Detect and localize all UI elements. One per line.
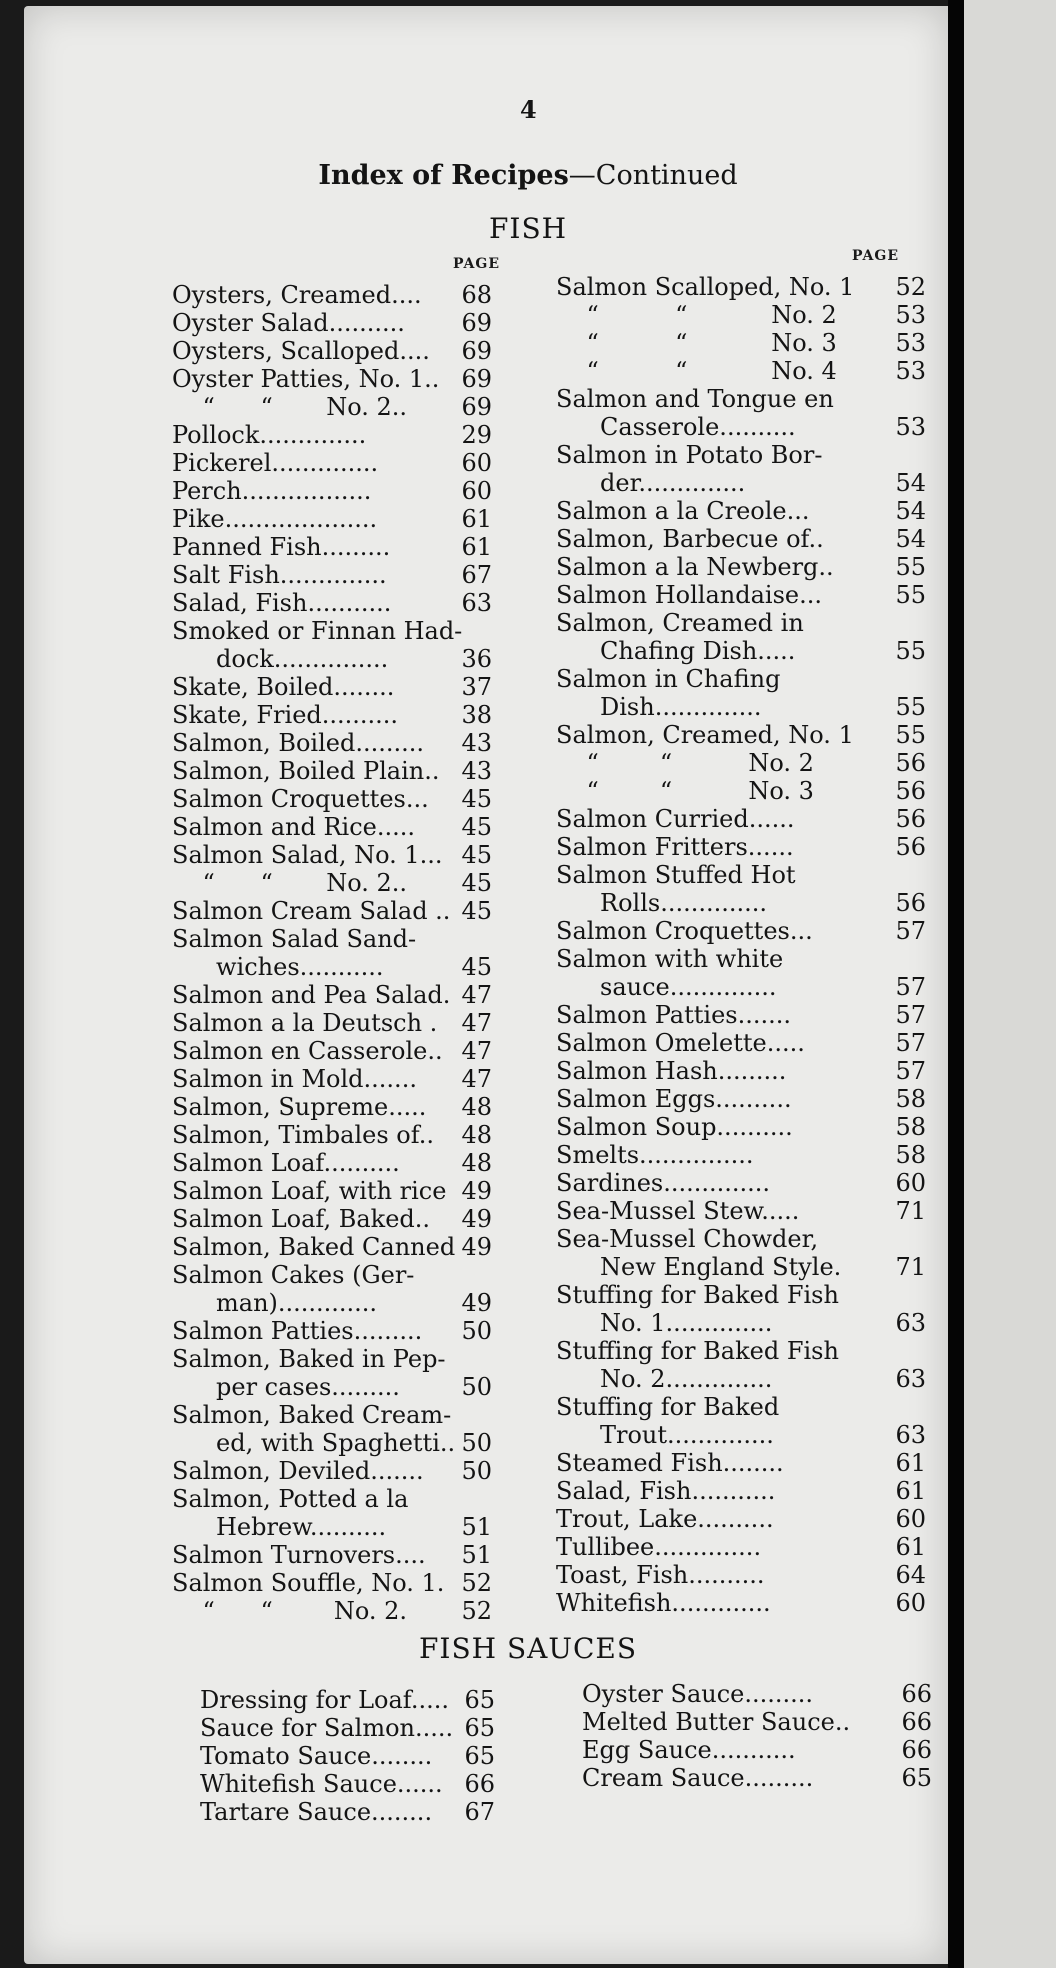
entry-title: Oysters, Scalloped....: [172, 337, 430, 365]
entry-page-number: 43: [461, 729, 492, 757]
entry-page-number: 48: [461, 1149, 492, 1177]
entry-title: Salad, Fish...........: [172, 589, 392, 617]
entry-title: “ “ No. 4: [556, 357, 837, 385]
entry-page-number: 47: [461, 981, 492, 1009]
index-entry: [172, 449, 492, 477]
index-entry: [556, 1533, 926, 1561]
entry-title: Salmon Curried......: [556, 805, 795, 833]
entry-page-number: 45: [461, 785, 492, 813]
entry-page-number: 51: [461, 1513, 492, 1541]
entry-page-number: 51: [461, 1541, 492, 1569]
entry-title: Tartare Sauce........: [200, 1798, 433, 1826]
entry-page-number: 60: [461, 449, 492, 477]
entry-page-number: 60: [895, 1505, 926, 1533]
entry-title: Salmon Hollandaise...: [556, 581, 822, 609]
entry-page-number: 56: [895, 805, 926, 833]
entry-page-number: 45: [461, 897, 492, 925]
index-entry: [172, 925, 492, 981]
entry-title-continuation: Rolls..............: [600, 889, 767, 917]
entry-title: Salmon, Creamed, No. 1: [556, 721, 854, 749]
index-entry: [172, 813, 492, 841]
entry-title: Salmon Cream Salad ..: [172, 897, 451, 925]
entry-page-number: 56: [895, 889, 926, 917]
entry-title-continuation: dock...............: [216, 645, 389, 673]
entry-page-number: 53: [895, 329, 926, 357]
entry-page-number: 60: [895, 1589, 926, 1617]
entry-title-continuation: Trout..............: [600, 1421, 774, 1449]
index-entry: [556, 1057, 926, 1085]
entry-page-number: 45: [461, 869, 492, 897]
index-entry: [172, 1177, 492, 1205]
index-entry: [582, 1680, 932, 1708]
index-entry: [172, 1149, 492, 1177]
entry-title: Dressing for Loaf.....: [200, 1686, 449, 1714]
entry-page-number: 63: [461, 589, 492, 617]
index-entry: [172, 1485, 492, 1541]
entry-title: Smelts...............: [556, 1141, 754, 1169]
entry-page-number: 45: [461, 841, 492, 869]
index-entry: [556, 581, 926, 609]
entry-title: Salmon, Supreme.....: [172, 1093, 427, 1121]
entry-page-number: 58: [895, 1141, 926, 1169]
index-entry: [556, 665, 926, 721]
entry-page-number: 37: [461, 673, 492, 701]
index-entry: [556, 1225, 926, 1281]
index-entry: [172, 1009, 492, 1037]
index-entry: [172, 533, 492, 561]
entry-page-number: 56: [895, 749, 926, 777]
entry-page-number: 54: [895, 469, 926, 497]
entry-page-number: 49: [461, 1289, 492, 1317]
entry-title-continuation: sauce..............: [600, 973, 777, 1001]
entry-title: Toast, Fish..........: [556, 1561, 765, 1589]
entry-title: Sardines..............: [556, 1169, 771, 1197]
entry-title-continuation: der..............: [600, 469, 746, 497]
entry-title: Salmon Omelette.....: [556, 1029, 805, 1057]
entry-title-continuation: man).............: [216, 1289, 378, 1317]
index-entry: [172, 1233, 492, 1261]
index-entry: [556, 917, 926, 945]
entry-title: Salmon Loaf, Baked..: [172, 1205, 431, 1233]
fish-section-title: FISH: [488, 212, 568, 245]
index-entry: [172, 841, 492, 869]
entry-title: Tomato Sauce........: [200, 1742, 433, 1770]
index-entry: [172, 1541, 492, 1569]
entry-page-number: 66: [901, 1736, 932, 1764]
entry-page-number: 49: [461, 1205, 492, 1233]
index-entry: [556, 441, 926, 497]
entry-page-number: 69: [461, 365, 492, 393]
entry-title: Salmon Salad Sand-: [172, 925, 417, 953]
entry-title-continuation: per cases.........: [216, 1373, 400, 1401]
entry-page-number: 54: [895, 497, 926, 525]
index-entry: [172, 897, 492, 925]
entry-title: Salmon Turnovers....: [172, 1541, 426, 1569]
index-entry: [172, 1457, 492, 1485]
entry-title: Oyster Patties, No. 1..: [172, 365, 440, 393]
index-entry: [172, 1261, 492, 1317]
entry-page-number: 48: [461, 1121, 492, 1149]
index-entry: [556, 1505, 926, 1533]
entry-page-number: 71: [895, 1253, 926, 1281]
entry-title: Melted Butter Sauce..: [582, 1708, 851, 1736]
index-entry: [172, 561, 492, 589]
entry-page-number: 45: [461, 953, 492, 981]
index-entry: [556, 1393, 926, 1449]
entry-title: Salmon Eggs..........: [556, 1085, 792, 1113]
index-entry: [172, 757, 492, 785]
entry-page-number: 58: [895, 1085, 926, 1113]
entry-page-number: 56: [895, 777, 926, 805]
index-entry: [556, 357, 926, 385]
entry-title: Salmon with white: [556, 945, 784, 973]
entry-title: Whitefish.............: [556, 1589, 771, 1617]
index-entry: [556, 525, 926, 553]
index-entry: [556, 609, 926, 665]
entry-page-number: 47: [461, 1065, 492, 1093]
index-entry: [172, 1597, 492, 1625]
index-entry: [172, 477, 492, 505]
entry-page-number: 57: [895, 1029, 926, 1057]
entry-page-number: 68: [461, 281, 492, 309]
entry-title: Salmon, Potted a la: [172, 1485, 409, 1513]
entry-title: Salmon, Baked Cream-: [172, 1401, 452, 1429]
entry-title-continuation: Chafing Dish.....: [600, 637, 796, 665]
entry-page-number: 63: [895, 1309, 926, 1337]
index-entry: [172, 589, 492, 617]
entry-page-number: 61: [895, 1477, 926, 1505]
entry-title: Salmon Loaf, with rice: [172, 1177, 447, 1205]
fish-sauces-right-column: [582, 1680, 932, 1792]
entry-page-number: 43: [461, 757, 492, 785]
index-entry: [172, 1093, 492, 1121]
index-title-continued: —Continued: [568, 160, 738, 191]
entry-page-number: 69: [461, 337, 492, 365]
entry-page-number: 66: [464, 1770, 495, 1798]
entry-page-number: 65: [901, 1764, 932, 1792]
entry-title: Stuffing for Baked: [556, 1393, 780, 1421]
index-entry: [200, 1798, 495, 1826]
index-entry: [200, 1742, 495, 1770]
entry-title: Salmon Patties.........: [172, 1317, 423, 1345]
fish-right-column: [556, 273, 926, 1617]
entry-title: “ “ No. 2..: [172, 393, 408, 421]
entry-page-number: 65: [464, 1742, 495, 1770]
entry-page-number: 56: [895, 833, 926, 861]
index-entry: [172, 1037, 492, 1065]
entry-page-number: 57: [895, 1057, 926, 1085]
index-title-main: Index of Recipes: [318, 160, 569, 191]
entry-page-number: 49: [461, 1177, 492, 1205]
index-title: [0, 160, 1056, 191]
entry-page-number: 60: [895, 1169, 926, 1197]
entry-title: Salmon Cakes (Ger-: [172, 1261, 415, 1289]
entry-title-continuation: No. 1..............: [600, 1309, 773, 1337]
index-entry: [556, 273, 926, 301]
index-entry: [556, 1281, 926, 1337]
entry-title: Egg Sauce...........: [582, 1736, 796, 1764]
index-entry: [556, 749, 926, 777]
entry-page-number: 47: [461, 1009, 492, 1037]
entry-page-number: 71: [895, 1197, 926, 1225]
index-entry: [556, 1561, 926, 1589]
entry-title: “ “ No. 3: [556, 329, 837, 357]
index-entry: [556, 1141, 926, 1169]
index-entry: [556, 1337, 926, 1393]
entry-title: Cream Sauce.........: [582, 1764, 814, 1792]
index-entry: [172, 701, 492, 729]
index-entry: [172, 393, 492, 421]
entry-page-number: 67: [464, 1798, 495, 1826]
entry-page-number: 61: [895, 1449, 926, 1477]
entry-page-number: 52: [461, 1597, 492, 1625]
entry-page-number: 69: [461, 393, 492, 421]
entry-page-number: 50: [461, 1457, 492, 1485]
entry-page-number: 67: [461, 561, 492, 589]
entry-title: Salmon Soup..........: [556, 1113, 793, 1141]
entry-title: Skate, Boiled........: [172, 673, 395, 701]
entry-page-number: 64: [895, 1561, 926, 1589]
entry-title: Salmon in Mold.......: [172, 1065, 417, 1093]
entry-page-number: 69: [461, 309, 492, 337]
index-entry: [172, 421, 492, 449]
entry-page-number: 57: [895, 917, 926, 945]
entry-page-number: 57: [895, 973, 926, 1001]
entry-page-number: 55: [895, 581, 926, 609]
index-entry: [556, 721, 926, 749]
index-entry: [556, 945, 926, 1001]
entry-page-number: 61: [461, 505, 492, 533]
entry-page-number: 55: [895, 693, 926, 721]
entry-page-number: 49: [461, 1233, 492, 1261]
entry-page-number: 53: [895, 301, 926, 329]
index-entry: [172, 309, 492, 337]
entry-title: “ “ No. 2.: [172, 1597, 408, 1625]
entry-page-number: 45: [461, 813, 492, 841]
entry-title: Salmon and Rice.....: [172, 813, 416, 841]
entry-title: Trout, Lake..........: [556, 1505, 774, 1533]
entry-page-number: 58: [895, 1113, 926, 1141]
entry-page-number: 61: [461, 533, 492, 561]
entry-title: Salmon, Boiled.........: [172, 729, 425, 757]
entry-title: Salad, Fish...........: [556, 1477, 776, 1505]
index-entry: [172, 729, 492, 757]
index-entry: [172, 1345, 492, 1401]
entry-title: Salmon, Barbecue of..: [556, 525, 824, 553]
entry-title: Pickerel..............: [172, 449, 379, 477]
index-entry: [172, 673, 492, 701]
entry-title: Salmon Loaf..........: [172, 1149, 400, 1177]
entry-page-number: 63: [895, 1421, 926, 1449]
index-entry: [172, 785, 492, 813]
index-entry: [172, 1065, 492, 1093]
entry-title: Salmon Croquettes...: [556, 917, 813, 945]
index-entry: [582, 1736, 932, 1764]
fish-left-column: [172, 281, 492, 1625]
page-number: 4: [520, 95, 537, 124]
entry-page-number: 36: [461, 645, 492, 673]
fish-sauces-left-column: [200, 1686, 495, 1826]
entry-title-continuation: Hebrew..........: [216, 1513, 387, 1541]
entry-page-number: 65: [464, 1714, 495, 1742]
entry-page-number: 54: [895, 525, 926, 553]
entry-title: Skate, Fried..........: [172, 701, 399, 729]
entry-title: Sea-Mussel Chowder,: [556, 1225, 819, 1253]
book-spine: [948, 0, 964, 1968]
index-entry: [556, 497, 926, 525]
entry-title: Salmon Souffle, No. 1.: [172, 1569, 445, 1597]
index-entry: [172, 981, 492, 1009]
entry-title: Salmon, Creamed in: [556, 609, 804, 637]
entry-page-number: 47: [461, 1037, 492, 1065]
index-entry: [172, 869, 492, 897]
page-column-label-left: PAGE: [453, 256, 500, 272]
index-entry: [172, 365, 492, 393]
entry-title: Perch.................: [172, 477, 372, 505]
entry-page-number: 48: [461, 1093, 492, 1121]
fish-sauces-section-title: FISH SAUCES: [418, 1632, 638, 1665]
index-entry: [556, 1197, 926, 1225]
entry-page-number: 50: [461, 1373, 492, 1401]
entry-page-number: 66: [901, 1680, 932, 1708]
index-entry: [200, 1770, 495, 1798]
entry-title: Salmon en Casserole..: [172, 1037, 443, 1065]
index-entry: [172, 1205, 492, 1233]
index-entry: [200, 1686, 495, 1714]
entry-page-number: 55: [895, 637, 926, 665]
entry-title: Salmon, Deviled.......: [172, 1457, 424, 1485]
index-entry: [556, 1085, 926, 1113]
entry-title-continuation: No. 2..............: [600, 1365, 773, 1393]
entry-title: Salmon in Potato Bor-: [556, 441, 823, 469]
entry-title-continuation: Casserole..........: [600, 413, 796, 441]
entry-title: “ “ No. 2: [556, 301, 837, 329]
index-entry: [556, 329, 926, 357]
index-entry: [200, 1714, 495, 1742]
entry-title: Stuffing for Baked Fish: [556, 1337, 839, 1365]
entry-title: Sea-Mussel Stew.....: [556, 1197, 800, 1225]
entry-page-number: 66: [901, 1708, 932, 1736]
entry-title: Salmon Hash.........: [556, 1057, 787, 1085]
entry-title: Salmon Patties.......: [556, 1001, 791, 1029]
index-entry: [582, 1764, 932, 1792]
entry-title: “ “ No. 2: [556, 749, 814, 777]
index-entry: [172, 505, 492, 533]
entry-title: Whitefish Sauce......: [200, 1770, 443, 1798]
entry-title: Salmon in Chafing: [556, 665, 781, 693]
entry-title-continuation: Dish..............: [600, 693, 762, 721]
entry-title: Salmon, Boiled Plain..: [172, 757, 440, 785]
entry-title: Salmon, Baked in Pep-: [172, 1345, 446, 1373]
entry-page-number: 50: [461, 1429, 492, 1457]
entry-page-number: 60: [461, 477, 492, 505]
index-entry: [556, 1169, 926, 1197]
entry-page-number: 61: [895, 1533, 926, 1561]
entry-page-number: 52: [461, 1569, 492, 1597]
entry-title: Salmon, Baked Canned: [172, 1233, 456, 1261]
entry-title: Salmon Scalloped, No. 1: [556, 273, 855, 301]
index-entry: [556, 385, 926, 441]
entry-title: Salmon a la Newberg..: [556, 553, 834, 581]
entry-title: Salmon a la Deutsch .: [172, 1009, 438, 1037]
adjacent-page-edge: [964, 0, 1056, 1968]
index-entry: [556, 777, 926, 805]
entry-page-number: 65: [464, 1686, 495, 1714]
entry-title: Stuffing for Baked Fish: [556, 1281, 839, 1309]
index-entry: [582, 1708, 932, 1736]
entry-title: Salmon a la Creole...: [556, 497, 810, 525]
index-entry: [556, 1477, 926, 1505]
index-entry: [556, 1001, 926, 1029]
entry-title: Panned Fish.........: [172, 533, 391, 561]
index-entry: [556, 1113, 926, 1141]
entry-title: Salt Fish..............: [172, 561, 387, 589]
entry-title: Salmon Fritters......: [556, 833, 794, 861]
entry-page-number: 38: [461, 701, 492, 729]
index-entry: [556, 833, 926, 861]
entry-title-continuation: wiches...........: [216, 953, 384, 981]
entry-title: Salmon Croquettes...: [172, 785, 429, 813]
index-entry: [172, 281, 492, 309]
entry-title: “ “ No. 2..: [172, 869, 408, 897]
index-entry: [172, 1569, 492, 1597]
index-entry: [172, 1401, 492, 1457]
entry-title: Salmon and Tongue en: [556, 385, 834, 413]
entry-page-number: 55: [895, 721, 926, 749]
index-entry: [556, 553, 926, 581]
entry-title: Oyster Sauce.........: [582, 1680, 814, 1708]
index-entry: [556, 1029, 926, 1057]
page-column-label-right: PAGE: [852, 248, 899, 264]
entry-title: “ “ No. 3: [556, 777, 814, 805]
entry-page-number: 29: [461, 421, 492, 449]
entry-title: Steamed Fish........: [556, 1449, 784, 1477]
index-entry: [556, 1589, 926, 1617]
entry-page-number: 53: [895, 413, 926, 441]
entry-title: Salmon and Pea Salad.: [172, 981, 451, 1009]
entry-title: Sauce for Salmon.....: [200, 1714, 454, 1742]
entry-page-number: 57: [895, 1001, 926, 1029]
index-entry: [556, 805, 926, 833]
entry-title: Salmon Stuffed Hot: [556, 861, 796, 889]
entry-title: Oyster Salad..........: [172, 309, 405, 337]
index-entry: [556, 861, 926, 917]
entry-page-number: 53: [895, 357, 926, 385]
index-entry: [556, 301, 926, 329]
entry-title-continuation: New England Style.: [600, 1253, 842, 1281]
index-entry: [172, 337, 492, 365]
entry-title: Salmon Salad, No. 1...: [172, 841, 443, 869]
entry-title: Pollock..............: [172, 421, 367, 449]
index-entry: [556, 1449, 926, 1477]
entry-page-number: 63: [895, 1365, 926, 1393]
entry-page-number: 55: [895, 553, 926, 581]
index-entry: [172, 1317, 492, 1345]
index-entry: [172, 1121, 492, 1149]
entry-title: Smoked or Finnan Had-: [172, 617, 463, 645]
entry-title: Oysters, Creamed....: [172, 281, 422, 309]
index-entry: [172, 617, 492, 673]
entry-title: Salmon, Timbales of..: [172, 1121, 435, 1149]
entry-title-continuation: ed, with Spaghetti..: [216, 1429, 456, 1457]
entry-page-number: 50: [461, 1317, 492, 1345]
entry-title: Pike....................: [172, 505, 378, 533]
entry-page-number: 52: [895, 273, 926, 301]
entry-title: Tullibee..............: [556, 1533, 762, 1561]
